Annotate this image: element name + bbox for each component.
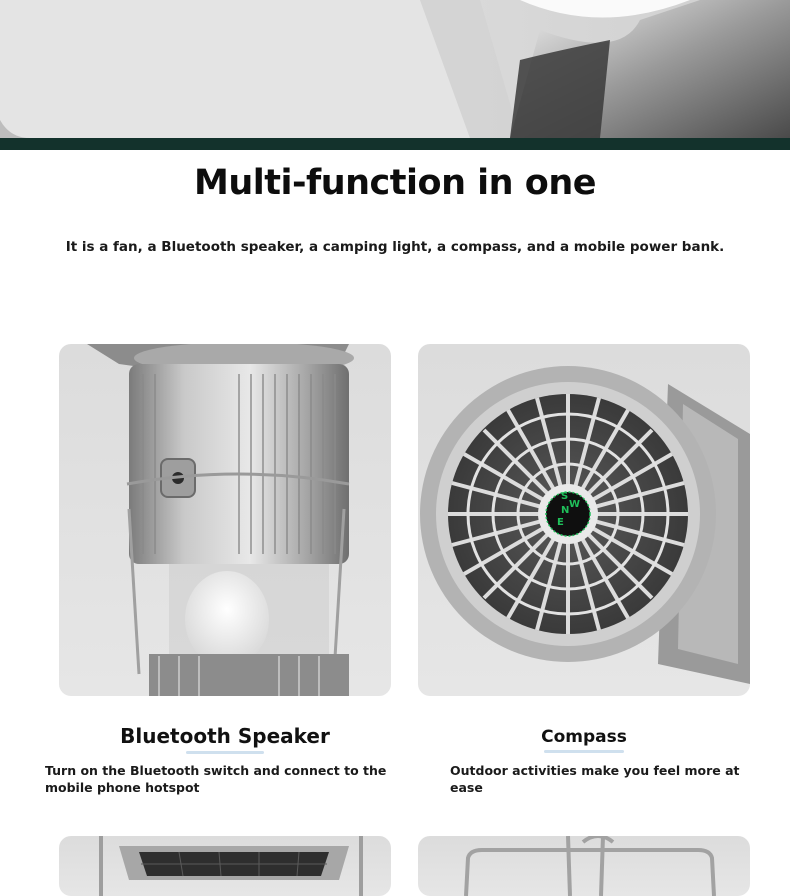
feature-title-compass xyxy=(418,727,750,747)
page-title: Multi-function in one xyxy=(194,163,596,203)
compass-fan-image xyxy=(418,344,750,696)
feature-title-text: Bluetooth Speaker xyxy=(120,724,330,748)
wire-stand-image xyxy=(418,836,750,896)
feature-desc-compass: Outdoor activities make you feel more at ease xyxy=(450,763,740,795)
solar-panel-image xyxy=(59,836,391,896)
compass-letter: N xyxy=(561,505,570,516)
compass-letter: W xyxy=(569,499,581,510)
hero-bottom-strip xyxy=(0,138,790,150)
title-underline xyxy=(186,751,264,754)
feature-desc-bluetooth: Turn on the Bluetooth switch and connect to the mobile phone hotspot xyxy=(45,763,387,795)
bluetooth-speaker-image xyxy=(59,344,391,696)
hero-product-image xyxy=(0,0,790,150)
feature-title-text: Compass xyxy=(541,727,627,747)
feature-title-bluetooth xyxy=(59,724,391,748)
page-subtitle: It is a fan, a Bluetooth speaker, a camping light, a compass, and a mobile power bank. xyxy=(65,239,725,255)
compass-letter: E xyxy=(557,517,564,528)
title-underline xyxy=(544,750,624,753)
compass-letter: S xyxy=(561,491,569,502)
compass-icon xyxy=(555,493,581,535)
